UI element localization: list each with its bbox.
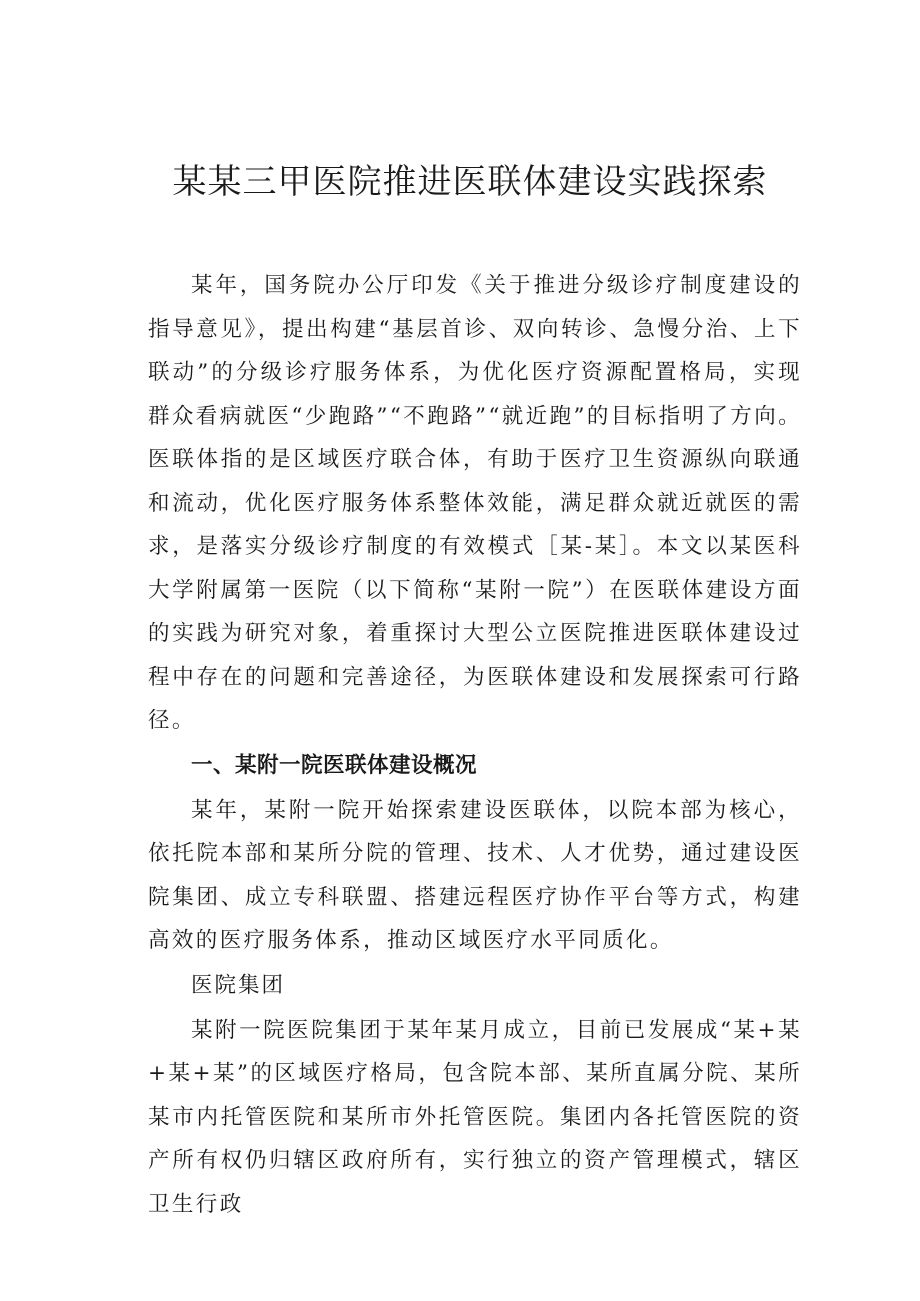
section-paragraph: 某年，某附一院开始探索建设医联体，以院本部为核心，依托院本部和某所分院的管理、技术、人才优势，通过建设医院集团、成立专科联盟、搭建远程医疗协作平台等方式，构建高效的医疗服务体系，推动区域医疗水平同质化。 [148, 797, 802, 953]
subsection-heading: 医院集团 [191, 972, 286, 998]
intro-paragraph: 某年，国务院办公厅印发《关于推进分级诊疗制度建设的指导意见》，提出构建“基层首诊、双向转诊、急慢分治、上下联动”的分级诊疗服务体系，为优化医疗资源配置格局，实现群众看病就医“少跑路”“不跑路”“就近跑”的目标指明了方向。医联体指的是区域医疗联合体，有助于医疗卫生资源纵向联通和流动，优化医疗服务体系整体效能，满足群众就近就医的需求，是落实分级诊疗制度的有效模式［某-某］。本文以某医科大学附属第一医院（以下简称“某附一院”）在医联体建设方面的实践为研究对象，着重探讨大型公立医院推进医联体建设过程中存在的问题和完善途径，为医联体建设和发展探索可行路径。 [148, 273, 802, 733]
document-title: 某某三甲医院推进医联体建设实践探索 [172, 162, 768, 202]
section-heading: 一、某附一院医联体建设概况 [191, 752, 478, 778]
subsection-paragraph: 某附一院医院集团于某年某月成立，目前已发展成“某+某+某+某”的区域医疗格局，包含院本部、某所直属分院、某所某市内托管医院和某所市外托管医院。集团内各托管医院的资产所有权仍归辖区政府所有，实行独立的资产管理模式，辖区卫生行政 [148, 1017, 802, 1217]
